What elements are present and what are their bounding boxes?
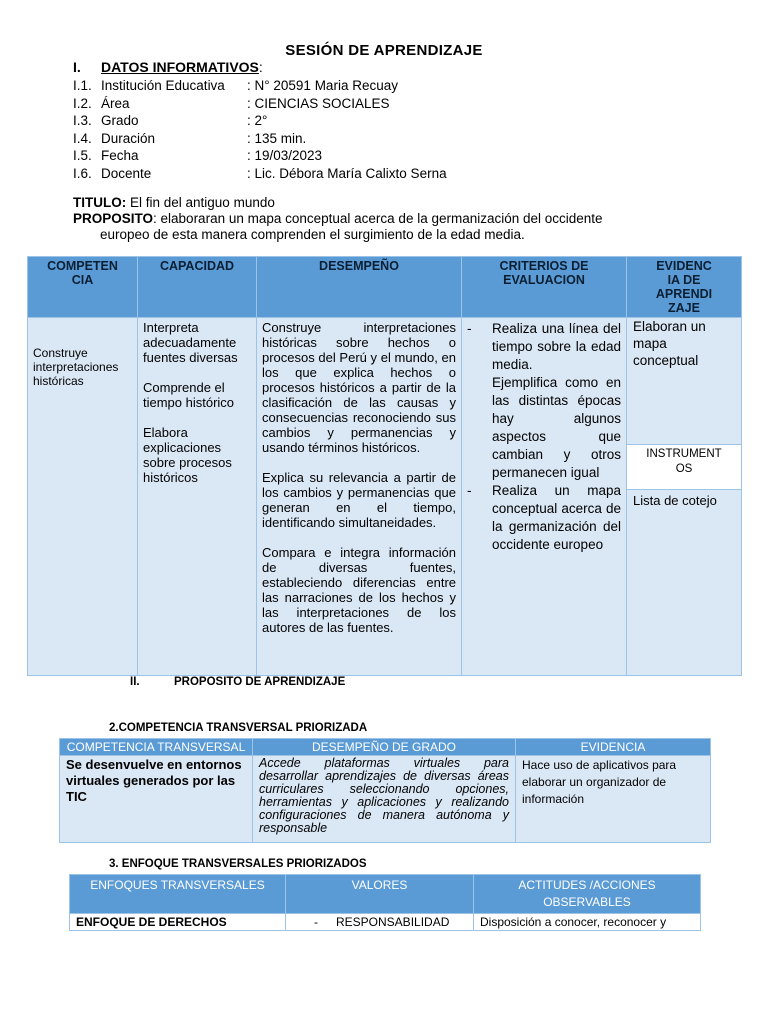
info-label: Duración <box>101 130 156 146</box>
capacidad-3: Elabora explicaciones sobre procesos históricos <box>143 425 232 485</box>
info-key: I.2. <box>73 95 92 111</box>
info-row <box>73 130 673 147</box>
ct-header-competencia: COMPETENCIA TRANSVERSAL <box>60 739 253 756</box>
desempeno-cell <box>257 318 462 676</box>
header-capacidad: CAPACIDAD <box>138 257 257 318</box>
info-value: : 19/03/2023 <box>247 148 323 163</box>
proposito-label: PROPOSITO <box>73 211 154 226</box>
ct-competencia: Se desenvuelve en entornos virtuales generados por las TIC <box>60 756 253 843</box>
info-row <box>73 77 673 94</box>
info-key: I.3. <box>73 113 92 128</box>
valores-header: VALORES <box>286 875 474 914</box>
titulo-value: El fin del antiguo mundo <box>126 195 275 210</box>
capacidad-cell <box>138 318 257 676</box>
info-label: Grado <box>101 113 139 128</box>
header-criterios: CRITERIOS DE EVALUACION <box>462 257 627 318</box>
desempeno-2: Explica su relevancia a partir de los cambios y permanencias que generan en el tiempo, identificando simultaneidades. <box>262 470 456 530</box>
competencia-transversal-heading: 2.COMPETENCIA TRANSVERSAL PRIORIZADA <box>109 722 368 734</box>
desempeno-1: Construye interpretaciones históricas sobre hechos o procesos del Perú y el mundo, en los que explica hechos o procesos históricos a partir de la clasificación de las causas y consecuencias reconociendo sus cambios y permanencias y usando términos históricos. <box>262 320 456 455</box>
section-colon: : <box>258 59 263 75</box>
page-title: SESIÓN DE APRENDIZAJE <box>285 42 483 59</box>
info-row <box>73 165 673 182</box>
enfoques-table <box>69 874 701 931</box>
titulo-line <box>73 195 275 210</box>
criterios-cell <box>462 318 627 676</box>
info-label: Fecha <box>101 148 139 163</box>
criterio-item: - Realiza una línea del tiempo sobre la edad media. <box>467 321 621 372</box>
info-value: : CIENCIAS SOCIALES <box>247 95 390 111</box>
enfoque-cell: ENFOQUE DE DERECHOS <box>70 914 286 931</box>
info-key: I.5. <box>73 148 92 163</box>
actitud-cell: Disposición a conocer, reconocer y <box>474 914 701 931</box>
criterio-item: Ejemplifica como en las distintas épocas hay algunos aspectos que cambian y otros permanecen igual <box>492 375 621 480</box>
info-row <box>73 112 673 129</box>
titulo-label: TITULO: <box>73 195 127 210</box>
instrumentos-label: INSTRUMENT OS <box>627 444 741 490</box>
enfoque-header: ENFOQUES TRANSVERSALES <box>70 875 286 914</box>
section-heading-proposito: II. PROPOSITO DE APRENDIZAJE <box>130 676 346 688</box>
ct-evidencia: Hace uso de aplicativos para elaborar un organizador de información <box>516 756 711 843</box>
section-number: I. <box>73 59 81 75</box>
competencia-transversal-table <box>59 738 711 843</box>
ct-header-evidencia: EVIDENCIA <box>516 739 711 756</box>
info-label: Institución Educativa <box>101 78 225 93</box>
valor-cell: - RESPONSABILIDAD <box>286 914 474 931</box>
actitudes-header: ACTITUDES /ACCIONES OBSERVABLES <box>474 875 701 914</box>
criterio-item: - Realiza un mapa conceptual acerca de la germanización del occidente europeo <box>467 483 621 552</box>
ct-header-desempeno: DESEMPEÑO DE GRADO <box>253 739 516 756</box>
info-key: I.6. <box>73 165 92 181</box>
info-row <box>73 95 673 112</box>
header-competencia: COMPETEN CIA <box>28 257 138 318</box>
info-row <box>73 147 673 164</box>
info-label: Área <box>101 95 130 111</box>
capacidad-1: Interpreta adecuadamente fuentes diversas <box>143 320 238 365</box>
evidencia-cell <box>627 318 742 676</box>
competencia-cell: Construye interpretaciones históricas <box>28 318 138 676</box>
enfoques-heading: 3. ENFOQUE TRANSVERSALES PRIORIZADOS <box>109 858 367 870</box>
proposito-text: : elaboraran un mapa conceptual acerca de la germanización del occidente <box>153 211 603 226</box>
info-key: I.4. <box>73 130 92 146</box>
info-value: : Lic. Débora María Calixto Serna <box>247 165 447 181</box>
evidencia-text: Elaboran un mapa conceptual <box>633 319 706 368</box>
main-table <box>27 256 742 676</box>
section-heading-datos <box>73 59 263 75</box>
info-value: : 135 min. <box>247 130 307 146</box>
info-list <box>73 77 673 187</box>
instrumento-text: Lista de cotejo <box>633 493 717 508</box>
info-label: Docente <box>101 165 152 181</box>
section-label: DATOS INFORMATIVOS <box>101 59 259 75</box>
ct-desempeno: Accede plataformas virtuales para desarrollar aprendizajes de diversas áreas curriculares seleccionando opciones, herramientas y aplicaciones y realizando configuraciones de manera autónoma y responsable <box>253 756 516 843</box>
header-evidencia: EVIDENC IA DE APRENDI ZAJE <box>627 257 742 318</box>
info-value: : N° 20591 Maria Recuay <box>247 78 398 93</box>
capacidad-2: Comprende el tiempo histórico <box>143 380 235 410</box>
info-value: : 2° <box>247 113 268 128</box>
proposito-line <box>73 210 658 227</box>
info-key: I.1. <box>73 78 92 93</box>
header-desempeno: DESEMPEÑO <box>257 257 462 318</box>
criterios-list <box>467 320 621 554</box>
proposito-line-2: europeo de esta manera comprenden el surgimiento de la edad media. <box>100 227 525 242</box>
desempeno-3: Compara e integra información de diversas fuentes, estableciendo diferencias entre las narraciones de los hechos y las interpretaciones de los autores de las fuentes. <box>262 545 456 635</box>
